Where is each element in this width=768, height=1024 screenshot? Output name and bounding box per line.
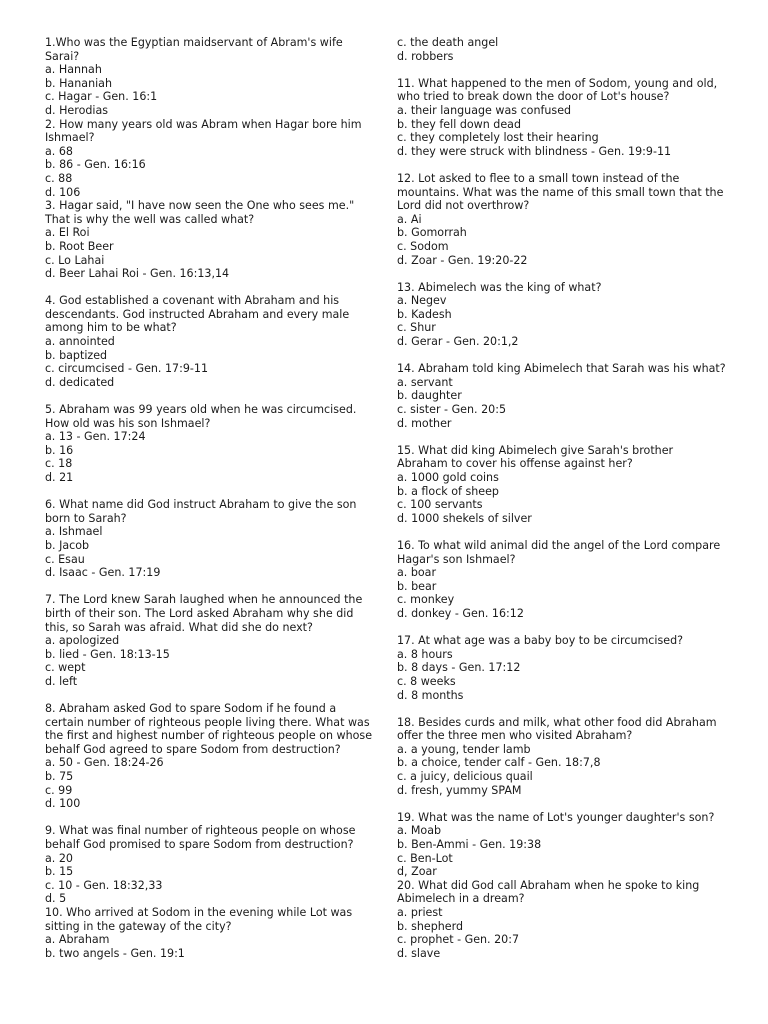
question-block (45, 36, 375, 118)
question-block (397, 811, 727, 879)
question-text: 19. What was the name of Lot's younger daughter's son? (397, 810, 715, 824)
answer-option: b. 16 (45, 443, 74, 457)
answer-option: a. Moab (397, 824, 442, 838)
answer-option: b. Ben-Ammi - Gen. 19:38 (397, 838, 542, 852)
answer-option: d. robbers (397, 49, 454, 63)
answer-option: c. circumcised - Gen. 17:9-11 (45, 362, 209, 376)
question-text: 10. Who arrived at Sodom in the evening while Lot was sitting in the gateway of the city? (45, 906, 356, 933)
question-block (45, 702, 375, 811)
answer-option: c. 88 (45, 171, 73, 185)
answer-option: b. baptized (45, 348, 108, 362)
answer-option: d. Zoar - Gen. 19:20-22 (397, 253, 528, 267)
question-text: 5. Abraham was 99 years old when he was circumcised. How old was his son Ishmael? (45, 403, 360, 430)
answer-option: d. Isaac - Gen. 17:19 (45, 566, 161, 580)
answer-option: a. their language was confused (397, 103, 572, 117)
question-text: 7. The Lord knew Sarah laughed when he announced the birth of their son. The Lord asked Abraham why she did this, so Sarah was afraid. What did she do next? (45, 593, 366, 634)
question-text: 16. To what wild animal did the angel of the Lord compare Hagar's son Ishmael? (397, 538, 724, 566)
answer-option: d. donkey - Gen. 16:12 (397, 606, 524, 620)
question-block (397, 634, 727, 702)
question-text: 13. Abimelech was the king of what? (397, 280, 602, 294)
answer-option: a. Abraham (45, 933, 110, 947)
answer-option: b. Gomorrah (397, 226, 467, 240)
question-text: 2. How many years old was Abram when Hagar bore him Ishmael? (45, 117, 366, 145)
answer-option: b. a flock of sheep (397, 484, 499, 498)
question-text: 1.Who was the Egyptian maidservant of Abram's wife Sarai? (45, 36, 347, 63)
answer-option: d. 8 months (397, 688, 464, 702)
answer-option: c. Shur (397, 321, 436, 335)
question-block (45, 824, 375, 906)
answer-option: c. wept (45, 661, 86, 675)
answer-option: b. bear (397, 579, 437, 593)
answer-option: d. slave (397, 946, 441, 960)
question-text: 18. Besides curds and milk, what other food did Abraham offer the three men who visited Abraham? (397, 715, 721, 743)
answer-option: d. 100 (45, 797, 81, 811)
answer-option: d. they were struck with blindness - Gen. 19:9-11 (397, 144, 672, 158)
answer-option: c. 100 servants (397, 498, 483, 512)
question-block (397, 539, 727, 621)
answer-option: b. 75 (45, 770, 74, 784)
answer-option: b. they fell down dead (397, 117, 521, 131)
answer-option: b. 8 days - Gen. 17:12 (397, 661, 521, 675)
question-block (45, 906, 375, 960)
answer-option: c. 99 (45, 783, 73, 797)
answer-option: a. El Roi (45, 226, 90, 240)
answer-option: a. 68 (45, 144, 73, 158)
answer-option: a. a young, tender lamb (397, 742, 531, 756)
question-text: 3. Hagar said, "I have now seen the One who sees me." That is why the well was called what? (45, 199, 358, 226)
answer-option: c. prophet - Gen. 20:7 (397, 933, 520, 947)
question-text: 14. Abraham told king Abimelech that Sarah was his what? (397, 362, 726, 376)
question-block (397, 281, 727, 349)
answer-option: c. monkey (397, 593, 455, 607)
answer-option: b. a choice, tender calf - Gen. 18:7,8 (397, 756, 601, 770)
answer-option: c. 18 (45, 457, 73, 471)
answer-option: d. dedicated (45, 375, 115, 389)
question-block (45, 593, 375, 688)
answer-option: c. 10 - Gen. 18:32,33 (45, 878, 163, 892)
answer-option: a. servant (397, 375, 453, 389)
question-text: 6. What name did God instruct Abraham to give the son born to Sarah? (45, 498, 360, 525)
question-block (397, 172, 727, 267)
answer-option: c. Ben-Lot (397, 851, 453, 865)
right-column (397, 36, 727, 960)
question-text: 17. At what age was a baby boy to be circumcised? (397, 634, 684, 648)
question-block (45, 294, 375, 389)
answer-option: c. they completely lost their hearing (397, 131, 599, 145)
answer-option: c. a juicy, delicious quail (397, 770, 533, 784)
answer-option: a. Ai (397, 212, 422, 226)
question-text: 11. What happened to the men of Sodom, young and old, who tried to break down the door of Lot's house? (397, 76, 721, 104)
answer-option: a. boar (397, 566, 437, 580)
question-block (397, 362, 727, 430)
answer-option: a. 1000 gold coins (397, 471, 499, 484)
answer-option: a. 13 - Gen. 17:24 (45, 430, 146, 444)
answer-option: b. Root Beer (45, 239, 114, 253)
question-block (45, 199, 375, 281)
answer-option: a. 8 hours (397, 647, 453, 661)
question-text: 15. What did king Abimelech give Sarah's brother Abraham to cover his offense against her? (397, 443, 677, 471)
answer-option: b. 86 - Gen. 16:16 (45, 158, 146, 172)
answer-option: c. 8 weeks (397, 674, 456, 688)
question-block (45, 498, 375, 580)
answer-option: d, Zoar (397, 865, 437, 879)
answer-option: d. Gerar - Gen. 20:1,2 (397, 335, 519, 349)
answer-option: a. 20 (45, 851, 73, 865)
question-text: 4. God established a covenant with Abraham and his descendants. God instructed Abraham and every male among him to be what? (45, 294, 353, 335)
question-text: 9. What was final number of righteous people on whose behalf God promised to spare Sodom from destruction? (45, 824, 359, 852)
answer-option: b. shepherd (397, 919, 464, 933)
answer-option: b. 15 (45, 865, 74, 879)
answer-option: c. the death angel (397, 36, 499, 49)
answer-option: a. Negev (397, 294, 447, 308)
question-text: 12. Lot asked to flee to a small town instead of the mountains. What was the name of this small town that the Lord did not overthrow? (397, 171, 727, 213)
answer-option: c. Hagar - Gen. 16:1 (45, 90, 158, 104)
left-column (45, 36, 375, 960)
question-text: 8. Abraham asked God to spare Sodom if he found a certain number of righteous people living there. What was the first and highest number of righteous people on whose behalf God agreed to spare Sodom from destruction? (45, 702, 376, 756)
answer-option: c. Lo Lahai (45, 253, 105, 267)
answer-option: d. Beer Lahai Roi - Gen. 16:13,14 (45, 267, 230, 281)
answer-option: d. 21 (45, 471, 74, 484)
answer-option: b. Hananiah (45, 76, 113, 90)
answer-option: d. fresh, yummy SPAM (397, 783, 522, 797)
answer-option: a. priest (397, 906, 443, 919)
question-block (397, 716, 727, 798)
answer-option: b. two angels - Gen. 19:1 (45, 946, 185, 960)
answer-option: b. Jacob (45, 538, 90, 552)
question-block (397, 444, 727, 526)
answer-option: a. apologized (45, 634, 120, 648)
question-block (397, 36, 727, 63)
answer-option: c. Sodom (397, 239, 449, 253)
answer-option: d. 106 (45, 185, 81, 199)
question-text: 20. What did God call Abraham when he spoke to king Abimelech in a dream? (397, 878, 703, 906)
answer-option: d. 5 (45, 892, 67, 906)
answer-option: d. Herodias (45, 103, 109, 117)
answer-option: b. daughter (397, 389, 462, 403)
answer-option: a. 50 - Gen. 18:24-26 (45, 756, 164, 770)
question-block (45, 403, 375, 485)
answer-option: c. Esau (45, 552, 85, 566)
answer-option: a. Hannah (45, 63, 102, 77)
question-block (397, 879, 727, 961)
question-block (45, 118, 375, 200)
answer-option: a. Ishmael (45, 525, 103, 539)
answer-option: d. left (45, 674, 78, 688)
answer-option: b. lied - Gen. 18:13-15 (45, 647, 170, 661)
answer-option: c. sister - Gen. 20:5 (397, 403, 507, 417)
answer-option: a. annointed (45, 335, 115, 349)
question-block (397, 77, 727, 159)
answer-option: d. mother (397, 416, 452, 430)
answer-option: b. Kadesh (397, 307, 452, 321)
answer-option: d. 1000 shekels of silver (397, 511, 532, 525)
